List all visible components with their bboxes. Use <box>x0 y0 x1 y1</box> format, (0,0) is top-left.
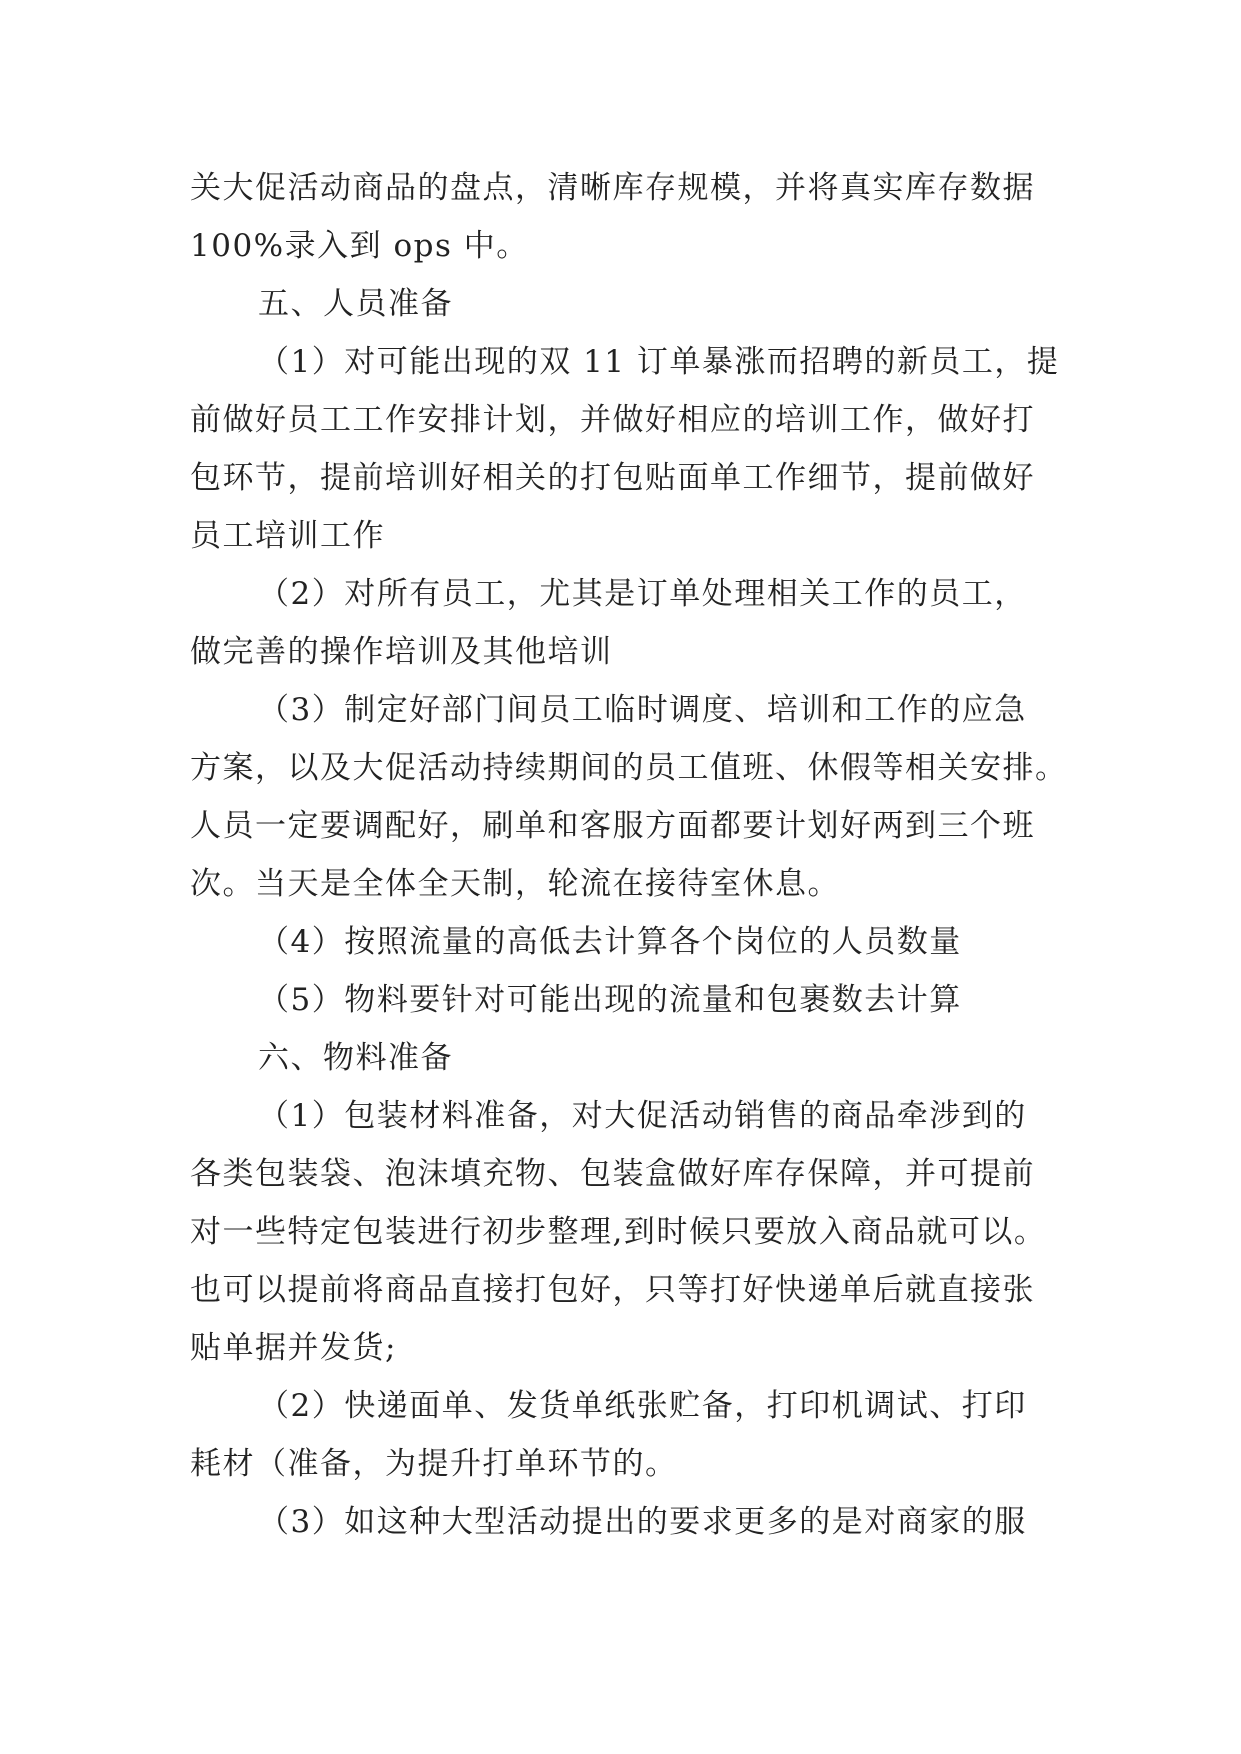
section-heading-materials: 六、物料准备 <box>258 1040 453 1076</box>
list-item-start: （2）快递面单、发货单纸张贮备，打印机调试、打印 <box>258 1388 1027 1424</box>
list-item-start: （3）如这种大型活动提出的要求更多的是对商家的服 <box>258 1504 1027 1540</box>
body-text-line: 100%录入到 ops 中。 <box>190 228 529 264</box>
list-item-start: （1）包装材料准备，对大促活动销售的商品牵涉到的 <box>258 1098 1027 1134</box>
section-heading-personnel: 五、人员准备 <box>258 286 453 322</box>
body-text-line: 关大促活动商品的盘点，清晰库存规模，并将真实库存数据 <box>190 170 1035 206</box>
body-text-line: 次。当天是全体全天制，轮流在接待室休息。 <box>190 866 840 902</box>
body-text-line: 对一些特定包装进行初步整理,到时候只要放入商品就可以。 <box>190 1214 1047 1250</box>
list-item-start: （5）物料要针对可能出现的流量和包裹数去计算 <box>258 982 962 1018</box>
body-text-line: 做完善的操作培训及其他培训 <box>190 634 613 670</box>
body-text-line: 员工培训工作 <box>190 518 385 554</box>
body-text-line: 也可以提前将商品直接打包好，只等打好快递单后就直接张 <box>190 1272 1035 1308</box>
body-text-line: 贴单据并发货; <box>190 1330 397 1366</box>
body-text-line: 各类包装袋、泡沫填充物、包装盒做好库存保障，并可提前 <box>190 1156 1035 1192</box>
list-item-start: （2）对所有员工，尤其是订单处理相关工作的员工， <box>258 576 1027 612</box>
body-text-line: 耗材（准备，为提升打单环节的。 <box>190 1446 678 1482</box>
body-text-line: 包环节，提前培训好相关的打包贴面单工作细节，提前做好 <box>190 460 1035 496</box>
body-text-line: 人员一定要调配好，刷单和客服方面都要计划好两到三个班 <box>190 808 1035 844</box>
list-item-start: （3）制定好部门间员工临时调度、培训和工作的应急 <box>258 692 1027 728</box>
body-text-line: 前做好员工工作安排计划，并做好相应的培训工作，做好打 <box>190 402 1035 438</box>
body-text-line: 方案，以及大促活动持续期间的员工值班、休假等相关安排。 <box>190 750 1068 786</box>
list-item-start: （4）按照流量的高低去计算各个岗位的人员数量 <box>258 924 962 960</box>
list-item-start: （1）对可能出现的双 11 订单暴涨而招聘的新员工，提 <box>258 344 1060 380</box>
